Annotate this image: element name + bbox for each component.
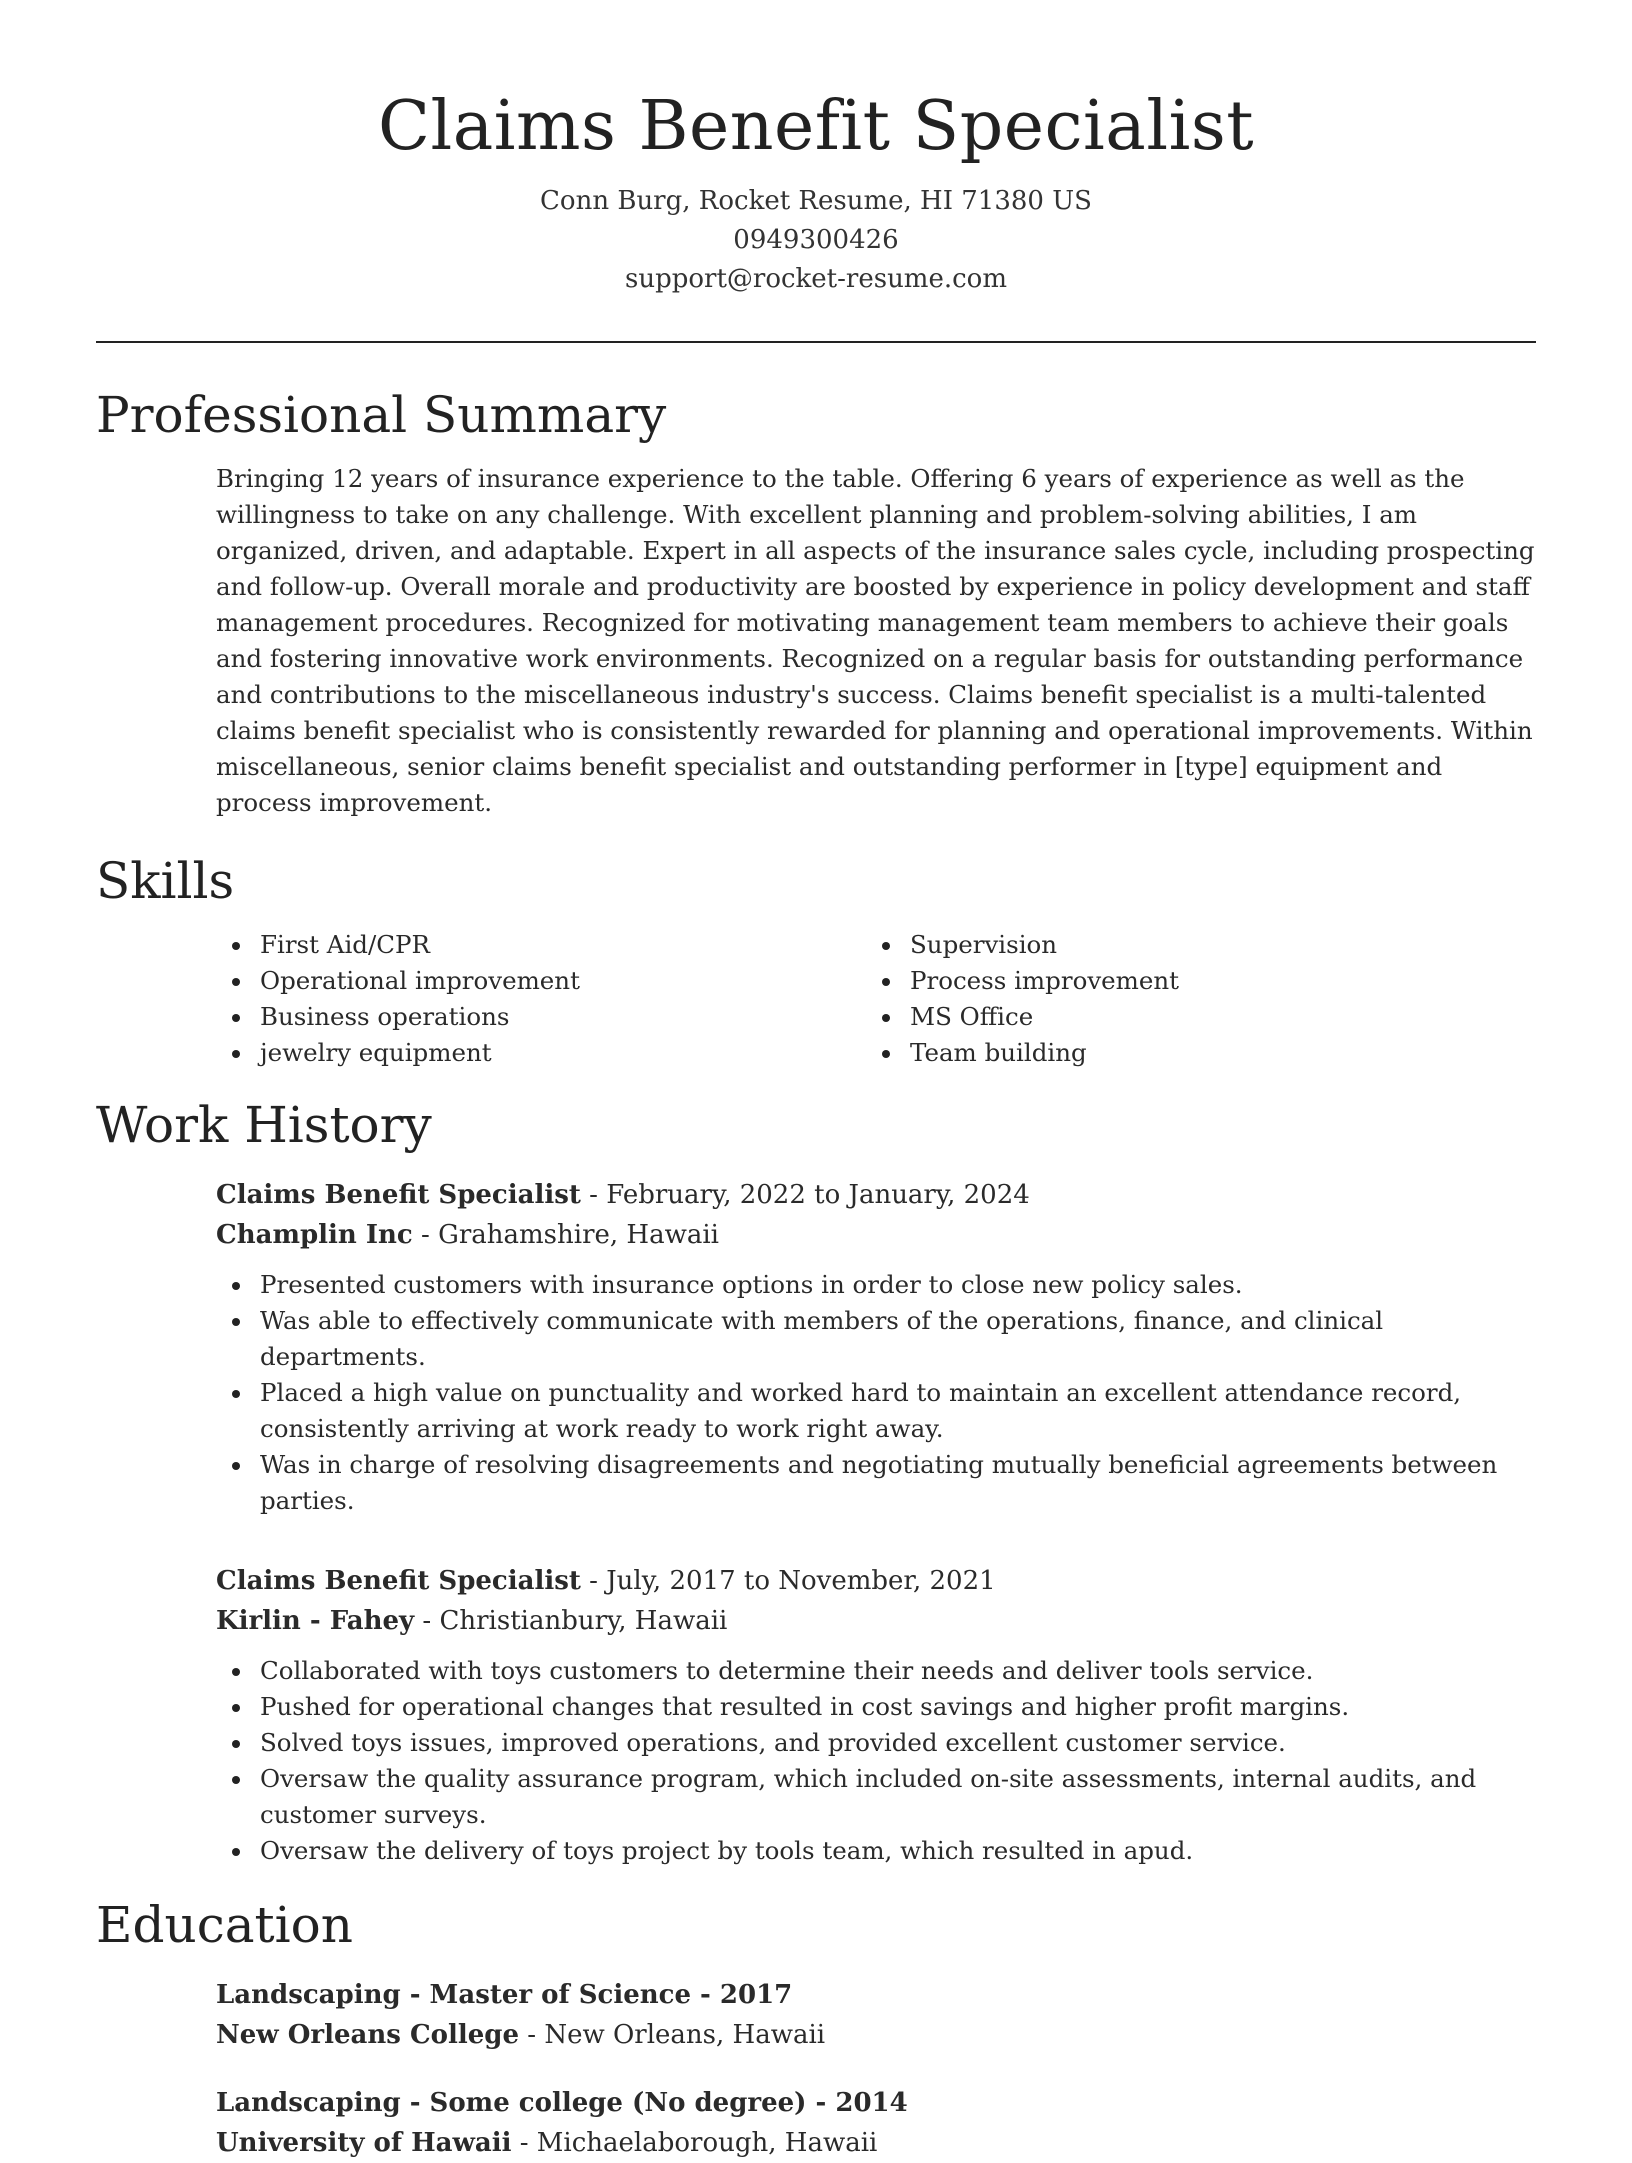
education-location: - Michaelaborough, Hawaii — [511, 2128, 878, 2158]
job-entry — [216, 1175, 1536, 1255]
skill-item: MS Office — [866, 999, 1516, 1035]
skills-heading: Skills — [96, 852, 235, 910]
job-location: - Grahamshire, Hawaii — [412, 1220, 719, 1250]
job-title: Claims Benefit Specialist — [216, 1180, 581, 1210]
education-school: New Orleans College — [216, 2020, 519, 2050]
education-location: - New Orleans, Hawaii — [519, 2020, 826, 2050]
job-company-line — [216, 1601, 1536, 1641]
job-entry — [216, 1561, 1536, 1641]
summary-text: Bringing 12 years of insurance experience to the table. Offering 6 years of experience as well as the willingness to take on any challenge. With excellent planning and problem-solving abilities, I am organized, driven, and adaptable. Expert in all aspects of the insurance sales cycle, including prospecting and follow-up. Overall morale and productivity are boosted by experience in policy development and staff management procedures. Recognized for motivating management team members to achieve their goals and fostering innovative work environments. Recognized on a regular basis for outstanding performance and contributions to the miscellaneous industry's success. Claims benefit specialist is a multi-talented claims benefit specialist who is consistently rewarded for planning and operational improvements. Within miscellaneous, senior claims benefit specialist and outstanding performer in [type] equipment and process improvement. — [216, 464, 1535, 817]
job-company: Kirlin - Fahey — [216, 1606, 415, 1636]
job-dates: - July, 2017 to November, 2021 — [580, 1566, 996, 1596]
education-field: Landscaping - Master of Science - 2017 — [216, 1980, 793, 2010]
job-duty: Pushed for operational changes that resulted in cost savings and higher profit margins. — [216, 1689, 1536, 1725]
education-entry — [216, 1975, 1536, 2055]
job-duty: Oversaw the quality assurance program, which included on-site assessments, internal audits, and customer surveys. — [216, 1761, 1536, 1833]
resume-page — [96, 0, 1536, 2163]
job-title-line — [216, 1175, 1536, 1215]
skill-item: Operational improvement — [216, 963, 866, 999]
job-title: Claims Benefit Specialist — [216, 1566, 581, 1596]
job-location: - Christianbury, Hawaii — [414, 1606, 728, 1636]
skill-item: Team building — [866, 1035, 1516, 1071]
header-divider — [96, 341, 1536, 343]
skill-item: Process improvement — [866, 963, 1516, 999]
education-heading: Education — [96, 1896, 353, 1954]
job-duty: Collaborated with toys customers to determine their needs and deliver tools service. — [216, 1653, 1536, 1689]
job-duties — [216, 1653, 1536, 1869]
job-company: Champlin Inc — [216, 1220, 413, 1250]
summary-heading: Professional Summary — [96, 386, 667, 444]
job-duty: Oversaw the delivery of toys project by tools team, which resulted in apud. — [216, 1833, 1536, 1869]
skills-column-right — [866, 927, 1516, 1071]
resume-header — [96, 0, 1536, 299]
education-school-line — [216, 2015, 1536, 2055]
education-school-line — [216, 2123, 1536, 2163]
job-duty: Was in charge of resolving disagreements and negotiating mutually beneficial agreements between parties. — [216, 1447, 1536, 1519]
education-school: University of Hawaii — [216, 2128, 512, 2158]
job-title-line — [216, 1561, 1536, 1601]
contact-block — [96, 182, 1536, 299]
skill-item: Supervision — [866, 927, 1516, 963]
job-duties — [216, 1267, 1536, 1519]
contact-email: support@rocket-resume.com — [624, 264, 1007, 294]
job-company-line — [216, 1215, 1536, 1255]
job-dates: - February, 2022 to January, 2024 — [580, 1180, 1030, 1210]
skill-item: Business operations — [216, 999, 866, 1035]
education-entry — [216, 2083, 1536, 2163]
job-duty: Placed a high value on punctuality and worked hard to maintain an excellent attendance record, consistently arriving at work ready to work right away. — [216, 1375, 1536, 1447]
contact-address: Conn Burg, Rocket Resume, HI 71380 US — [540, 186, 1092, 216]
skill-item: jewelry equipment — [216, 1035, 866, 1071]
job-duty: Solved toys issues, improved operations, and provided excellent customer service. — [216, 1725, 1536, 1761]
contact-phone: 0949300426 — [733, 225, 899, 255]
skills-list — [216, 927, 1536, 1071]
resume-title: Claims Benefit Specialist — [377, 87, 1255, 166]
job-duty: Was able to effectively communicate with members of the operations, finance, and clinical departments. — [216, 1303, 1536, 1375]
skill-item: First Aid/CPR — [216, 927, 866, 963]
skills-column-left — [216, 927, 866, 1071]
job-duty: Presented customers with insurance options in order to close new policy sales. — [216, 1267, 1536, 1303]
education-field: Landscaping - Some college (No degree) - 2014 — [216, 2088, 908, 2118]
work-history-heading: Work History — [96, 1096, 432, 1154]
